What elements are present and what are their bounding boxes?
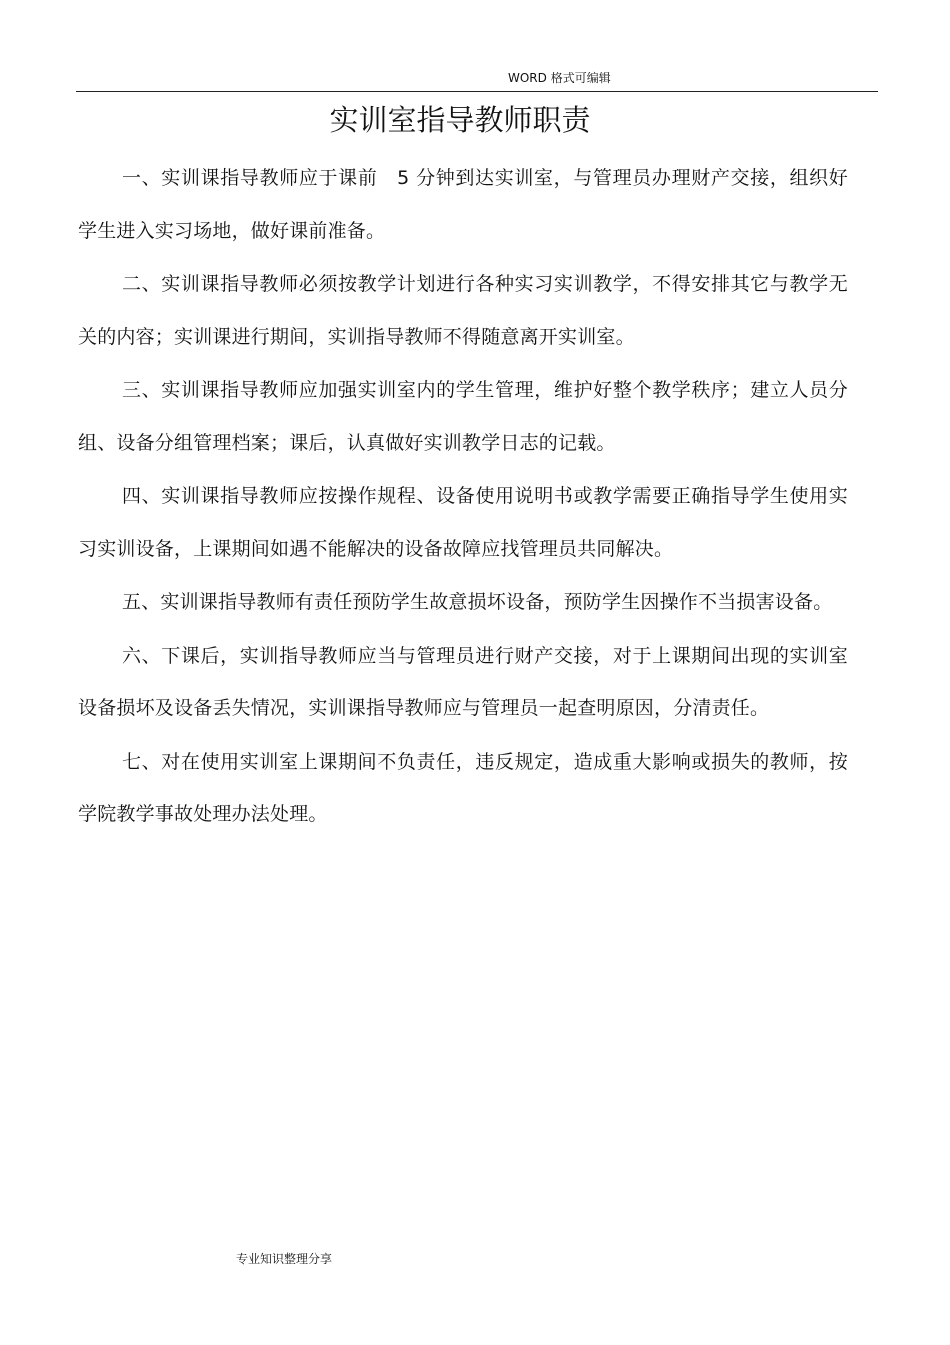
paragraph-6: 六、下课后，实训指导教师应当与管理员进行财产交接，对于上课期间出现的实训室设备损坏及设备丢失情况，实训课指导教师应与管理员一起查明原因，分清责任。 [78, 644, 848, 719]
paragraph-4: 四、实训课指导教师应按操作规程、设备使用说明书或教学需要正确指导学生使用实习实训设备，上课期间如遇不能解决的设备故障应找管理员共同解决。 [78, 485, 848, 560]
document-body [78, 152, 848, 842]
paragraph-1: 一、实训课指导教师应于课前 5 分钟到达实训室，与管理员办理财产交接，组织好学生进入实习场地，做好课前准备。 [78, 167, 848, 242]
header-note: WORD 格式可编辑 [508, 71, 611, 85]
paragraph-2: 二、实训课指导教师必须按教学计划进行各种实习实训教学，不得安排其它与教学无关的内容；实训课进行期间，实训指导教师不得随意离开实训室。 [78, 273, 848, 348]
document-title: 实训室指导教师职责 [329, 103, 591, 137]
paragraph-5: 五、实训课指导教师有责任预防学生故意损坏设备，预防学生因操作不当损害设备。 [122, 591, 833, 613]
paragraph-7: 七、对在使用实训室上课期间不负责任，违反规定，造成重大影响或损失的教师，按学院教学事故处理办法处理。 [78, 750, 848, 825]
footer-note: 专业知识整理分享 [236, 1252, 333, 1266]
paragraph-3: 三、实训课指导教师应加强实训室内的学生管理，维护好整个教学秩序；建立人员分组、设备分组管理档案；课后，认真做好实训教学日志的记载。 [78, 379, 848, 454]
header-divider [76, 91, 878, 92]
